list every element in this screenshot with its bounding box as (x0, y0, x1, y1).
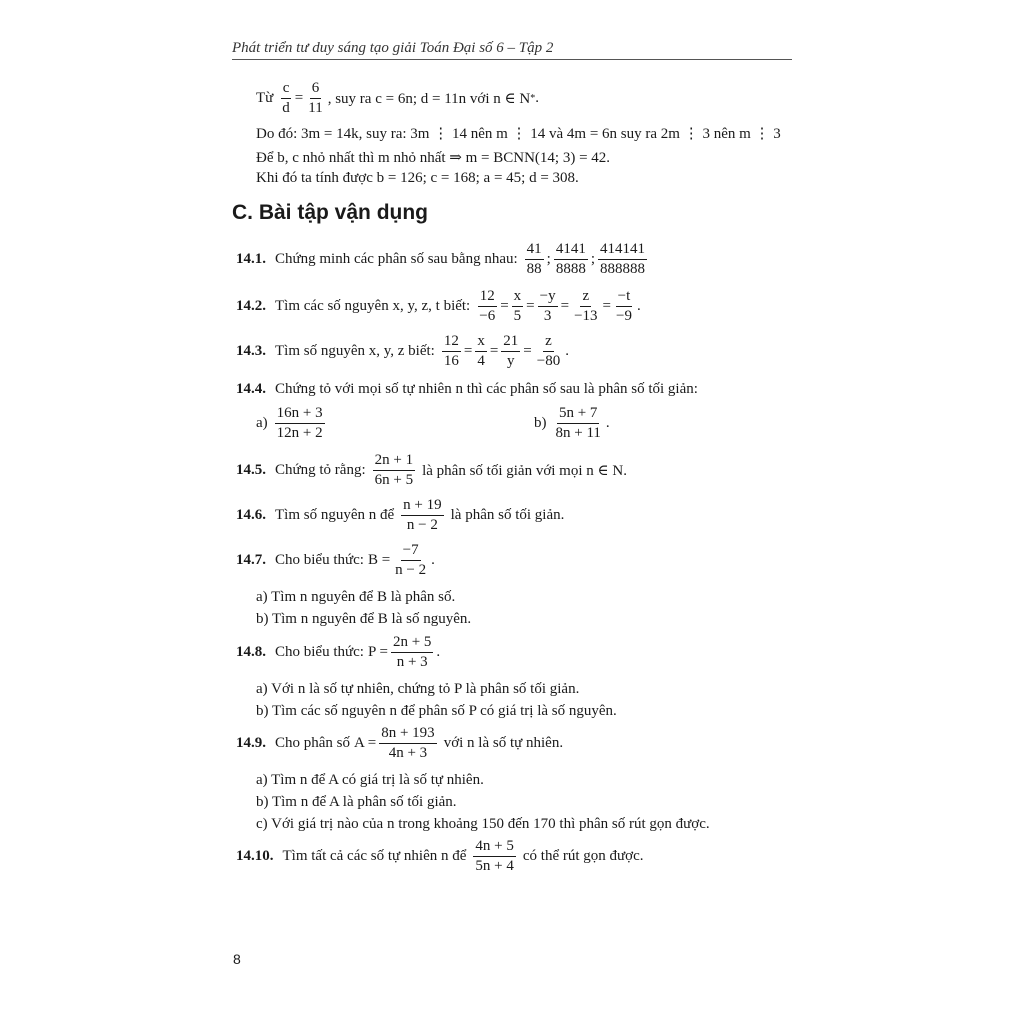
period: . (605, 414, 610, 431)
period: . (436, 643, 441, 660)
equals: = (489, 342, 499, 359)
intro-line-3: Để b, c nhỏ nhất thì m nhỏ nhất ⇒ m = BCNN(14; 3) = 42. (256, 150, 611, 166)
problem-number: 14.4. (236, 381, 266, 397)
fraction: $\frac{-t}{-9}$ (616, 288, 632, 324)
fraction: $\frac{21}{y}$ (503, 333, 519, 369)
sub-label: b) (534, 414, 547, 431)
problem-number: 14.2. (236, 297, 266, 314)
problem-14-9-b: b) Tìm n để A là phân số tối giản. (256, 794, 457, 810)
fraction: $\frac{2n + 1}{6n + 5}$ (374, 452, 414, 488)
problem-14-9-c: c) Với giá trị nào của n trong khoảng 150 đến 170 thì phân số rút gọn được. (256, 816, 710, 832)
intro-line-4: Khi đó ta tính được b = 126; c = 168; a = 45; d = 308. (256, 170, 579, 186)
problem-text: có thể rút gọn được. (522, 847, 644, 864)
fraction: $\frac{z}{-13}$ (574, 288, 598, 324)
section-title: C. Bài tập vận dụng (232, 201, 429, 224)
problem-number: 14.7. (236, 551, 266, 568)
equals: = (500, 297, 509, 314)
problem-number: 14.6. (236, 506, 266, 523)
equals: = (523, 342, 532, 359)
fraction: $\frac{16n + 3}{12n + 2}$ (276, 405, 323, 441)
intro-text: , suy ra c = 6n; d = 11n với n ∈ N (327, 90, 531, 107)
sub-label: a) (256, 414, 268, 431)
running-header: Phát triển tư duy sáng tạo giải Toán Đại số 6 – Tập 2 (232, 40, 792, 60)
separator: ; (590, 250, 596, 267)
problem-14-1 (236, 241, 650, 278)
problem-text: Chứng tỏ với mọi số tự nhiên n thì các phân số sau là phân số tối giản: (275, 381, 698, 397)
problem-text: Cho biểu thức: (275, 551, 364, 568)
period: . (636, 297, 641, 314)
separator: ; (546, 250, 551, 267)
fraction-6-11: $\frac{6}{11}$ (308, 80, 323, 116)
fraction: $\frac{-7}{n - 2}$ (395, 542, 427, 578)
problem-text: Chứng minh các phân số sau bằng nhau: (275, 250, 518, 267)
problem-number: 14.10. (236, 847, 274, 864)
problem-14-7 (236, 542, 435, 579)
problem-number: 14.8. (236, 643, 266, 660)
fraction: $\frac{4n + 5}{5n + 4}$ (475, 838, 514, 874)
problem-14-9-a: a) Tìm n để A có giá trị là số tự nhiên. (256, 772, 484, 788)
problem-text: Tìm tất cả các số tự nhiên n để (282, 847, 467, 864)
problem-text: Cho biểu thức: (275, 643, 364, 660)
equals: = (463, 342, 473, 359)
fraction: $\frac{-y}{3}$ (539, 288, 556, 324)
fraction: $\frac{5n + 7}{8n + 11}$ (555, 405, 601, 441)
problem-text: là phân số tối giản. (450, 506, 565, 523)
equals: = (526, 297, 535, 314)
problem-number: 14.9. (236, 734, 266, 751)
problem-14-4-a (256, 405, 328, 442)
problem-text: Chứng tỏ rằng: (275, 461, 366, 478)
intro-line-1 (256, 80, 539, 117)
problem-14-6 (236, 497, 564, 534)
fraction: $\frac{2n + 5}{n + 3}$ (392, 634, 432, 670)
fraction: $\frac{12}{16}$ (443, 333, 459, 369)
problem-14-5 (236, 452, 627, 489)
fraction: $\frac{x}{5}$ (513, 288, 522, 324)
problem-14-2 (236, 288, 641, 325)
equals: = (602, 297, 612, 314)
period: . (565, 342, 569, 359)
problem-14-7-a: a) Tìm n nguyên để B là phân số. (256, 589, 456, 605)
problem-14-4-b (534, 405, 610, 442)
problem-14-4 (236, 381, 698, 398)
problem-text: với n là số tự nhiên. (443, 734, 564, 751)
period: . (431, 551, 435, 568)
fraction: $\frac{41}{88}$ (526, 241, 542, 277)
lhs: A = (354, 734, 377, 751)
problem-number: 14.3. (236, 342, 266, 359)
fraction: $\frac{z}{-80}$ (536, 333, 561, 369)
problem-14-3 (236, 333, 569, 370)
problem-text: Tìm số nguyên n để (275, 506, 395, 523)
problem-number: 14.1. (236, 250, 266, 267)
equals: = (294, 89, 304, 106)
period: . (535, 89, 539, 106)
problem-text: là phân số tối giản với mọi n ∈ N. (422, 462, 627, 479)
superscript: * (530, 92, 536, 104)
fraction: $\frac{4141}{8888}$ (555, 241, 586, 277)
fraction: $\frac{414141}{888888}$ (600, 241, 646, 277)
problem-14-7-b: b) Tìm n nguyên để B là số nguyên. (256, 611, 472, 627)
lhs: B = (367, 551, 391, 568)
problem-14-8-b: b) Tìm các số nguyên n để phân số P có giá trị là số nguyên. (256, 703, 617, 719)
problem-text: Tìm các số nguyên x, y, z, t biết: (275, 297, 471, 314)
problem-14-8 (236, 634, 440, 671)
problem-text: Tìm số nguyên x, y, z biết: (275, 342, 435, 359)
page-number: 8 (233, 951, 241, 967)
fraction: $\frac{12}{-6}$ (479, 288, 496, 324)
problem-text: Cho phân số (275, 734, 350, 751)
intro-text: Từ (256, 89, 274, 106)
fraction-c-d: $\frac{c}{d}$ (282, 80, 290, 116)
fraction: $\frac{8n + 193}{4n + 3}$ (381, 725, 435, 761)
problem-14-8-a: a) Với n là số tự nhiên, chứng tỏ P là phân số tối giản. (256, 681, 580, 697)
problem-14-9 (236, 725, 563, 762)
fraction: $\frac{x}{4}$ (477, 333, 485, 369)
problem-14-10 (236, 838, 644, 875)
intro-line-2: Do đó: 3m = 14k, suy ra: 3m ⋮ 14 nên m ⋮ 14 và 4m = 6n suy ra 2m ⋮ 3 nên m ⋮ 3 (256, 126, 781, 142)
problem-number: 14.5. (236, 461, 266, 478)
fraction: $\frac{n + 19}{n - 2}$ (403, 497, 442, 533)
lhs: P = (367, 643, 388, 660)
equals: = (560, 297, 570, 314)
